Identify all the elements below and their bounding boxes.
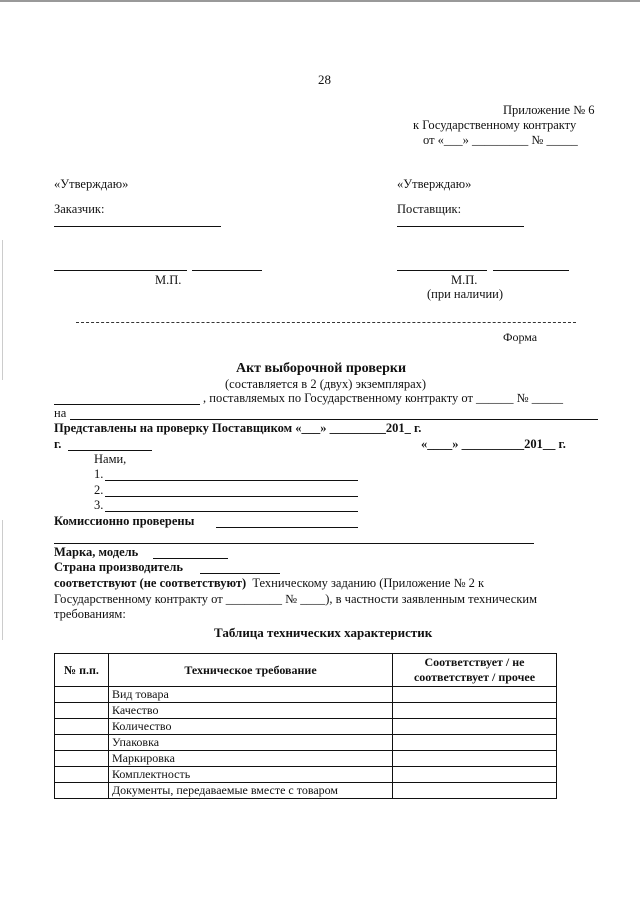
goods-full-line [54,543,534,544]
country-label: Страна производитель [54,560,183,574]
checked-label: Комиссионно проверены [54,514,195,528]
compliance-rest: Техническому заданию (Приложение № 2 к [252,576,485,590]
table-cell-requirement: Комплектность [109,767,393,783]
compliance-line2: Государственному контракту от _________ № ____), в частности заявленным техническим [54,592,538,606]
compliance-line1 [54,576,484,591]
customer-name-line [192,270,262,271]
header-status: Соответствует / не соответствует / прочее [393,654,557,687]
member-3-line [105,511,358,512]
table-cell-requirement: Упаковка [109,735,393,751]
cut-line [76,322,576,323]
supplier-name-line [493,270,569,271]
compliance-bold: соответствуют (не соответствуют) [54,576,247,590]
approve-left-title: «Утверждаю» [54,177,129,191]
table-row [55,783,557,799]
supplier-sign-line [397,270,487,271]
form-label: Форма [503,330,538,344]
page-top-border [0,0,640,2]
customer-sign-line [54,270,187,271]
table-cell-status [393,751,557,767]
table-row [55,719,557,735]
table-cell-requirement: Качество [109,703,393,719]
table-cell-status [393,767,557,783]
presented-line: Представлены на проверку Поставщиком «___» _________201_ г. [54,421,422,435]
member-3-num: 3. [94,498,104,512]
table-cell-requirement: Вид товара [109,687,393,703]
table-cell-num [55,783,109,799]
act-supplied-line: , поставляемых по Государственному контракту от ______ № _____ [203,391,563,405]
table-cell-num [55,687,109,703]
table-cell-requirement: Количество [109,719,393,735]
supplier-stamp-note: (при наличии) [427,287,504,301]
customer-stamp: М.П. [155,273,182,287]
appendix-line1: Приложение № 6 [503,103,595,117]
by-us-label: Нами, [94,452,127,466]
table-cell-num [55,767,109,783]
table-cell-num [55,719,109,735]
approve-right-title: «Утверждаю» [397,177,472,191]
checked-line [216,527,358,528]
compliance-line3: требованиям: [54,607,126,621]
table-cell-status [393,687,557,703]
g-left: г. [54,437,62,451]
header-requirement: Техническое требование [109,654,393,687]
table-cell-status [393,703,557,719]
act-subtitle: (составляется в 2 (двух) экземплярах) [225,377,427,391]
act-title: Акт выборочной проверки [236,361,407,376]
table-cell-num [55,703,109,719]
table-row [55,735,557,751]
member-1-num: 1. [94,467,104,481]
appendix-line2: к Государственному контракту [413,118,577,132]
model-line [153,558,228,559]
table-header-row [55,654,557,687]
supplier-stamp: М.П. [451,273,478,287]
table-title: Таблица технических характеристик [214,625,433,640]
na-blank-line [70,419,598,420]
member-2-num: 2. [94,483,104,497]
customer-signature-line [54,226,221,227]
country-line [200,573,280,574]
act-na-label: на [54,406,67,420]
member-2-line [105,496,358,497]
goods-blank-line [54,404,200,405]
table-cell-num [55,751,109,767]
model-label: Марка, модель [54,545,139,559]
approve-left-role: Заказчик: [54,202,105,216]
member-1-line [105,480,358,481]
table-row [55,687,557,703]
table-cell-num [55,735,109,751]
table-cell-status [393,783,557,799]
g-left-line [68,450,152,451]
appendix-line3: от «___» _________ № _____ [423,133,578,147]
tech-table [54,653,557,799]
header-num: № п.п. [55,654,109,687]
table-cell-status [393,735,557,751]
table-row [55,751,557,767]
date-right: «____» __________201__ г. [421,437,566,451]
approve-right-role: Поставщик: [397,202,462,216]
table-row [55,703,557,719]
table-row [55,767,557,783]
table-cell-requirement: Маркировка [109,751,393,767]
table-cell-requirement: Документы, передаваемые вместе с товаром [109,783,393,799]
table-cell-status [393,719,557,735]
page-side-mark [2,240,3,380]
page-side-mark [2,520,3,640]
page-number: 28 [318,72,331,87]
supplier-signature-line [397,226,524,227]
